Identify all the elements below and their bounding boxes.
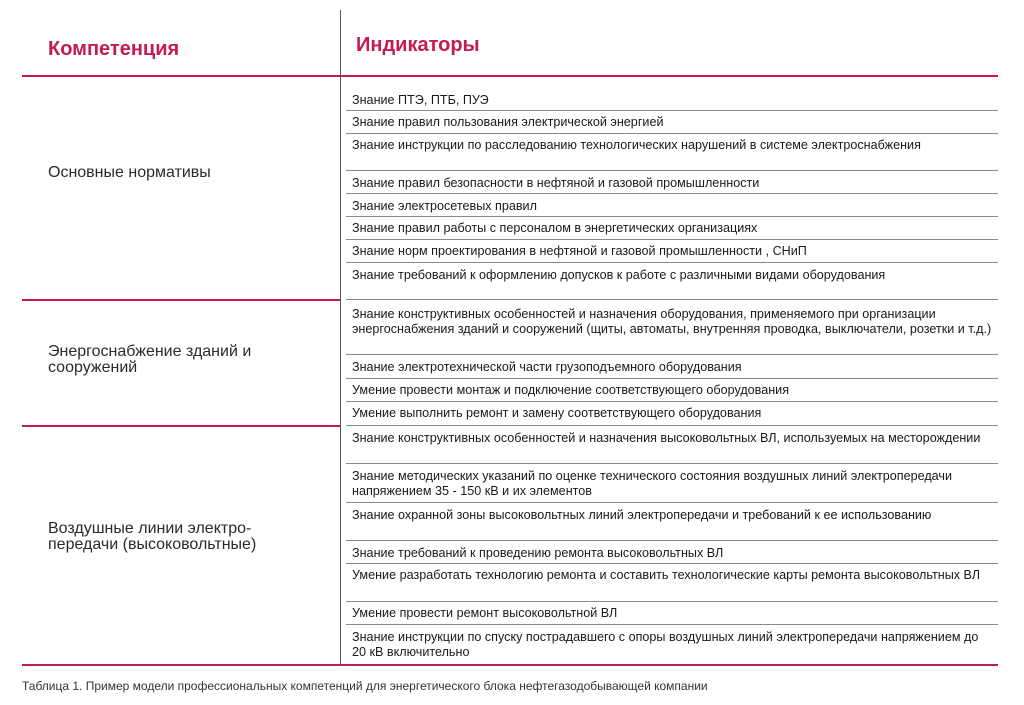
header-rule [22,75,998,77]
row-divider [346,624,998,625]
group-divider-1 [22,299,340,301]
column-divider [340,10,341,665]
row-divider [346,378,998,379]
indicator-cell: Знание охранной зоны высоковольтных линий электропередачи и требований к ее использованию [352,508,932,522]
row-divider [346,463,998,464]
indicator-cell: Умение разработать технологию ремонта и составить технологические карты ремонта высоковольтных ВЛ [352,568,981,582]
indicator-cell: Умение провести ремонт высоковольтной ВЛ [352,606,618,620]
indicator-cell: Знание требований к проведению ремонта высоковольтных ВЛ [352,546,724,560]
row-divider [346,133,998,134]
row-divider [346,216,998,217]
competency-label: Основные нормативы [48,164,211,181]
indicator-cell: Знание правил безопасности в нефтяной и газовой промышленности [352,176,760,190]
competency-label: Воздушные линии электро-передачи (высоковольтные) [48,520,257,553]
indicator-cell: Знание электротехнической части грузоподъемного оборудования [352,360,742,374]
table-caption: Таблица 1. Пример модели профессиональных компетенций для энергетического блока нефтегазодобывающей компании [22,679,708,693]
indicator-cell: Знание инструкции по расследованию технологических нарушений в системе электроснабжения [352,138,921,152]
indicator-cell: Знание требований к оформлению допусков к работе с различными видами оборудования [352,268,886,282]
header-competency: Компетенция [48,38,180,60]
table-bottom-rule [22,664,998,666]
group-divider-2 [22,425,340,427]
row-divider [346,299,998,300]
row-divider [346,262,998,263]
row-divider [346,110,998,111]
indicator-cell: Знание норм проектирования в нефтяной и газовой промышленности , СНиП [352,244,807,258]
row-divider [346,170,998,171]
indicator-cell: Умение выполнить ремонт и замену соответствующего оборудования [352,406,762,420]
row-divider [346,193,998,194]
row-divider [346,502,998,503]
indicator-cell: Знание методических указаний по оценке технического состояния воздушных линий электропередачи напряжением 35 - 150 кВ и их элементов [352,469,952,498]
indicator-cell: Знание ПТЭ, ПТБ, ПУЭ [352,93,489,107]
row-divider [346,601,998,602]
indicator-cell: Умение провести монтаж и подключение соответствующего оборудования [352,383,790,397]
row-divider [346,425,998,426]
indicator-cell: Знание конструктивных особенностей и назначения высоковольтных ВЛ, используемых на месторождении [352,431,981,445]
indicator-cell: Знание инструкции по спуску пострадавшего с опоры воздушных линий электропередачи напряжением до 20 кВ включительно [352,630,979,659]
indicator-cell: Знание правил работы с персоналом в энергетических организациях [352,221,758,235]
indicator-cell: Знание электросетевых правил [352,199,537,213]
competency-label: Энергоснабжение зданий и сооружений [48,343,252,376]
row-divider [346,239,998,240]
row-divider [346,540,998,541]
row-divider [346,354,998,355]
header-indicators: Индикаторы [356,34,480,56]
row-divider [346,563,998,564]
indicator-cell: Знание конструктивных особенностей и назначения оборудования, применяемого при организации энергоснабжения зданий и сооружений (щиты, автоматы, внутренняя проводка, выключатели, розетки и т.д.) [352,307,992,336]
indicator-cell: Знание правил пользования электрической энергией [352,115,664,129]
row-divider [346,401,998,402]
